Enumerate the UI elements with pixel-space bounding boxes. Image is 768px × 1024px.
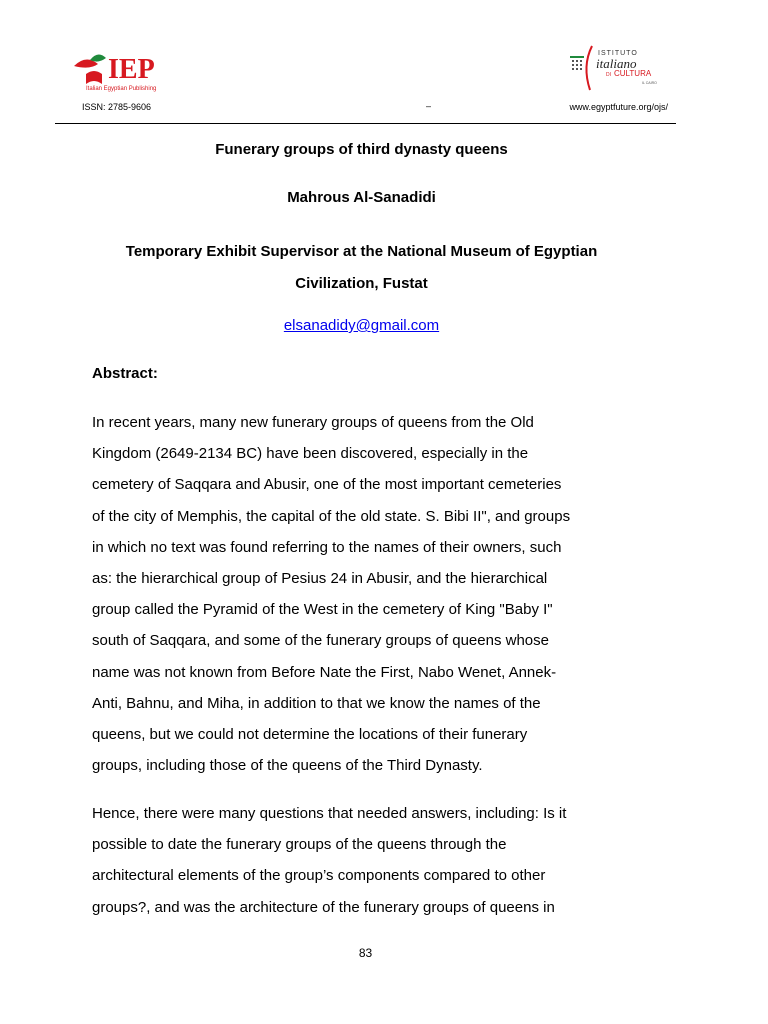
text-line: cemetery of Saqqara and Abusir, one of the most important cemeteries	[92, 476, 562, 494]
text-line: Hence, there were many questions that needed answers, including: Is it	[92, 805, 567, 822]
running-header	[82, 102, 668, 116]
iic-logo	[566, 42, 662, 94]
svg-text:italiano: italiano	[596, 56, 637, 71]
abstract-heading: Abstract:	[92, 365, 158, 382]
email-link[interactable]: elsanadidy@gmail.com	[283, 317, 440, 334]
svg-text:IL CAIRO: IL CAIRO	[642, 81, 657, 85]
author-email	[91, 317, 632, 334]
author-name: Mahrous Al-Sanadidi	[287, 189, 436, 206]
text-line: Anti, Bahnu, and Miha, in addition to that we know the names of the	[92, 694, 541, 712]
text-line: as: the hierarchical group of Pesius 24 in Abusir, and the hierarchical	[92, 570, 548, 588]
text-line: group called the Pyramid of the West in the cemetery of King "Baby I"	[92, 601, 553, 619]
svg-text:DI: DI	[606, 72, 611, 78]
text-line: groups?, and was the architecture of the funerary groups of queens in	[92, 898, 555, 916]
text-line: name was not known from Before Nate the First, Nabo Wenet, Annek-	[92, 663, 557, 681]
affiliation-line: Civilization, Fustat	[295, 274, 428, 292]
svg-text:Italian Egyptian Publishing: Italian Egyptian Publishing	[86, 86, 157, 92]
text-line: of the city of Memphis, the capital of the old state. S. Bibi II", and groups	[92, 507, 571, 525]
affiliation-line: Temporary Exhibit Supervisor at the National Museum of Egyptian	[125, 243, 598, 260]
text-line: south of Saqqara, and some of the funerary groups of queens whose	[92, 632, 549, 650]
issn: ISSN: 2785-9606	[82, 102, 152, 112]
svg-text:IEP: IEP	[108, 54, 155, 85]
article-title: Funerary groups of third dynasty queens	[215, 141, 508, 158]
svg-text:CULTURA: CULTURA	[614, 69, 652, 78]
journal-url: www.egyptfuture.org/ojs/	[569, 102, 668, 112]
author-affiliation	[91, 236, 632, 299]
abstract-paragraph-2	[92, 798, 642, 923]
abstract-paragraph-1	[92, 407, 642, 781]
text-line: Kingdom (2649-2134 BC) have been discovered, especially in the	[92, 445, 529, 463]
text-line: in which no text was found referring to the names of their owners, such	[92, 538, 562, 556]
header-rule	[55, 123, 676, 124]
text-line: groups, including those of the queens of the Third Dynasty.	[92, 757, 483, 775]
svg-text:ISTITUTO: ISTITUTO	[598, 50, 638, 57]
iep-logo	[72, 44, 168, 94]
text-line: queens, but we could not determine the locations of their funerary	[92, 726, 528, 744]
header-dash: –	[426, 101, 432, 111]
page-number: 83	[358, 946, 373, 960]
text-line: architectural elements of the group’s components compared to other	[92, 867, 546, 885]
text-line: In recent years, many new funerary groups of queens from the Old	[92, 414, 534, 431]
text-line: possible to date the funerary groups of the queens through the	[92, 836, 507, 854]
